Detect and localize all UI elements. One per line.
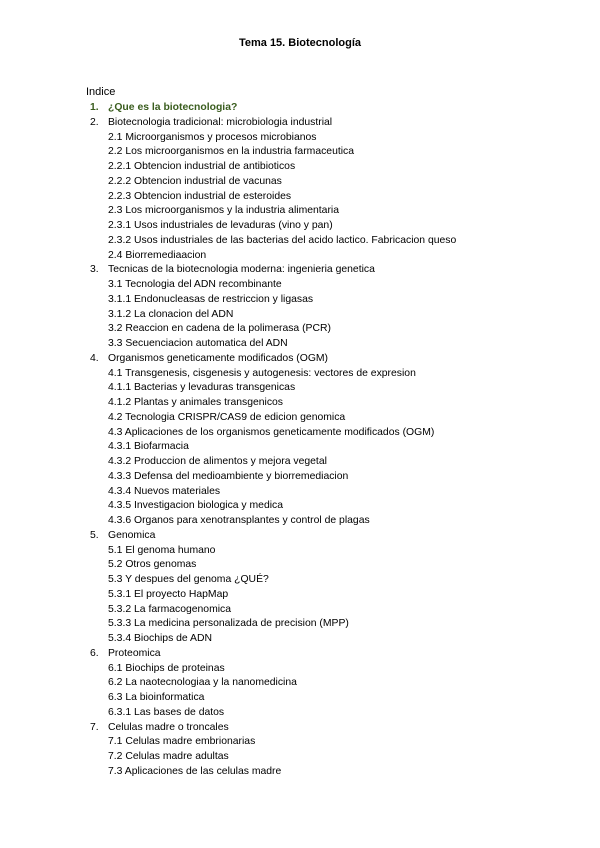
toc-item-label: 5.1 El genoma humano <box>108 544 216 556</box>
toc-item-label: 3.1.1 Endonucleasas de restriccion y ligasas <box>108 293 314 305</box>
toc-item-label: 2.4 Biorremediaacion <box>108 249 207 261</box>
toc-item-number: 2. <box>90 116 99 128</box>
toc-item-label: 4.3.1 Biofarmacia <box>108 441 189 453</box>
toc-subitem[interactable] <box>0 632 600 647</box>
toc-item-label: Genomica <box>108 529 156 541</box>
toc-item-label: 3.2 Reaccion en cadena de la polimerasa (PCR) <box>108 323 331 335</box>
toc-subitem[interactable] <box>0 735 600 750</box>
toc-item-label: 4.3.6 Organos para xenotransplantes y control de plagas <box>108 515 370 526</box>
toc-item-label: 5.3 Y despues del genoma ¿QUÉ? <box>108 574 269 585</box>
toc-item-label: 2.2.3 Obtencion industrial de esteroides <box>108 190 292 202</box>
toc-subitem[interactable] <box>0 558 600 573</box>
toc-subitem[interactable] <box>0 765 600 780</box>
toc-item[interactable] <box>0 352 600 367</box>
toc-subitem[interactable] <box>0 588 600 603</box>
toc-item-number: 5. <box>90 529 99 541</box>
toc-subitem[interactable] <box>0 485 600 500</box>
toc-subitem[interactable] <box>0 691 600 706</box>
toc-subitem[interactable] <box>0 145 600 160</box>
toc-item-label: 5.3.2 La farmacogenomica <box>108 603 232 615</box>
toc-item[interactable] <box>0 721 600 736</box>
toc-item[interactable] <box>0 101 600 116</box>
page-title: Tema 15. Biotecnología <box>238 37 362 49</box>
toc-subitem[interactable] <box>0 219 600 234</box>
toc-subitem[interactable] <box>0 131 600 146</box>
toc-item-label: 7.3 Aplicaciones de las celulas madre <box>108 765 282 777</box>
toc-subitem[interactable] <box>0 411 600 426</box>
toc-item-label: 4.1.2 Plantas y animales transgenicos <box>108 397 284 408</box>
toc-subitem[interactable] <box>0 514 600 529</box>
toc-item-label: 6.1 Biochips de proteinas <box>108 662 225 674</box>
toc-subitem[interactable] <box>0 706 600 721</box>
toc-subitem[interactable] <box>0 337 600 352</box>
toc-item-number: 3. <box>90 264 99 276</box>
toc-item-label: 4.1.1 Bacterias y levaduras transgenicas <box>108 382 296 394</box>
toc-subitem[interactable] <box>0 322 600 337</box>
toc-item-label: Organismos geneticamente modificados (OGM) <box>108 352 329 364</box>
index-heading: Indice <box>86 86 116 98</box>
toc-item-label: 7.1 Celulas madre embrionarias <box>108 736 256 748</box>
toc-subitem[interactable] <box>0 190 600 205</box>
toc-item-label: 3.3 Secuenciacion automatica del ADN <box>108 338 288 349</box>
toc-item-label: ¿Que es la biotecnologia? <box>108 102 238 113</box>
toc-item[interactable] <box>0 529 600 544</box>
toc-subitem[interactable] <box>0 676 600 691</box>
toc-item-label: 3.1.2 La clonacion del ADN <box>108 308 234 320</box>
toc-item-label: 2.2.2 Obtencion industrial de vacunas <box>108 175 282 187</box>
toc-subitem[interactable] <box>0 249 600 264</box>
toc-subitem[interactable] <box>0 440 600 455</box>
toc-item[interactable] <box>0 647 600 662</box>
toc-item-number: 1. <box>90 102 99 113</box>
toc-item-label: 6.2 La naotecnologiaa y la nanomedicina <box>108 677 297 689</box>
toc-item-label: 7.2 Celulas madre adultas <box>108 751 229 762</box>
toc-item-label: 5.3.4 Biochips de ADN <box>108 633 212 644</box>
toc-subitem[interactable] <box>0 381 600 396</box>
toc-item-number: 7. <box>90 721 99 733</box>
toc-subitem[interactable] <box>0 455 600 470</box>
toc-item-label: 2.1 Microorganismos y procesos microbianos <box>108 131 317 143</box>
toc-item-label: 2.3.2 Usos industriales de las bacterias del acido lactico. Fabricacion queso <box>108 234 457 246</box>
toc-item-label: 4.1 Transgenesis, cisgenesis y autogenesis: vectores de expresion <box>108 367 416 379</box>
toc-item[interactable] <box>0 116 600 131</box>
toc-item-label: Celulas madre o troncales <box>108 721 229 733</box>
toc-item-label: 4.3.5 Investigacion biologica y medica <box>108 500 284 512</box>
toc-subitem[interactable] <box>0 204 600 219</box>
toc-item-label: 4.3.4 Nuevos materiales <box>108 485 221 497</box>
toc-item-label: 5.3.1 El proyecto HapMap <box>108 588 229 600</box>
toc-item-label: Tecnicas de la biotecnologia moderna: ingenieria genetica <box>108 264 375 276</box>
toc-item[interactable] <box>0 263 600 278</box>
toc-subitem[interactable] <box>0 175 600 190</box>
toc-item-label: 2.3 Los microorganismos y la industria alimentaria <box>108 205 340 217</box>
toc-subitem[interactable] <box>0 308 600 323</box>
toc-item-label: 2.3.1 Usos industriales de levaduras (vino y pan) <box>108 220 333 231</box>
toc-item-number: 4. <box>90 352 99 364</box>
toc-subitem[interactable] <box>0 367 600 382</box>
toc-subitem[interactable] <box>0 470 600 485</box>
toc-item-label: 2.2 Los microorganismos en la industria farmaceutica <box>108 146 355 158</box>
table-of-contents <box>0 101 600 780</box>
toc-subitem[interactable] <box>0 278 600 293</box>
toc-item-label: 4.2 Tecnologia CRISPR/CAS9 de edicion genomica <box>108 411 346 423</box>
toc-subitem[interactable] <box>0 234 600 249</box>
toc-subitem[interactable] <box>0 662 600 677</box>
toc-subitem[interactable] <box>0 544 600 559</box>
toc-item-label: 2.2.1 Obtencion industrial de antibioticos <box>108 161 296 172</box>
toc-item-label: 3.1 Tecnologia del ADN recombinante <box>108 279 282 290</box>
toc-item-number: 6. <box>90 647 99 659</box>
toc-item-label: Biotecnologia tradicional: microbiologia industrial <box>108 116 333 128</box>
toc-subitem[interactable] <box>0 396 600 411</box>
toc-item-label: 6.3.1 Las bases de datos <box>108 706 225 718</box>
toc-subitem[interactable] <box>0 750 600 765</box>
toc-item-label: 5.3.3 La medicina personalizada de precision (MPP) <box>108 618 349 630</box>
toc-item-label: Proteomica <box>108 647 161 659</box>
toc-subitem[interactable] <box>0 160 600 175</box>
toc-subitem[interactable] <box>0 293 600 308</box>
toc-subitem[interactable] <box>0 499 600 514</box>
toc-item-label: 4.3 Aplicaciones de los organismos geneticamente modificados (OGM) <box>108 426 435 438</box>
toc-subitem[interactable] <box>0 617 600 632</box>
toc-subitem[interactable] <box>0 603 600 618</box>
toc-subitem[interactable] <box>0 426 600 441</box>
toc-item-label: 6.3 La bioinformatica <box>108 692 205 703</box>
toc-subitem[interactable] <box>0 573 600 588</box>
toc-item-label: 4.3.3 Defensa del medioambiente y biorremediacion <box>108 470 349 482</box>
toc-item-label: 4.3.2 Produccion de alimentos y mejora vegetal <box>108 456 327 467</box>
toc-item-label: 5.2 Otros genomas <box>108 559 197 571</box>
